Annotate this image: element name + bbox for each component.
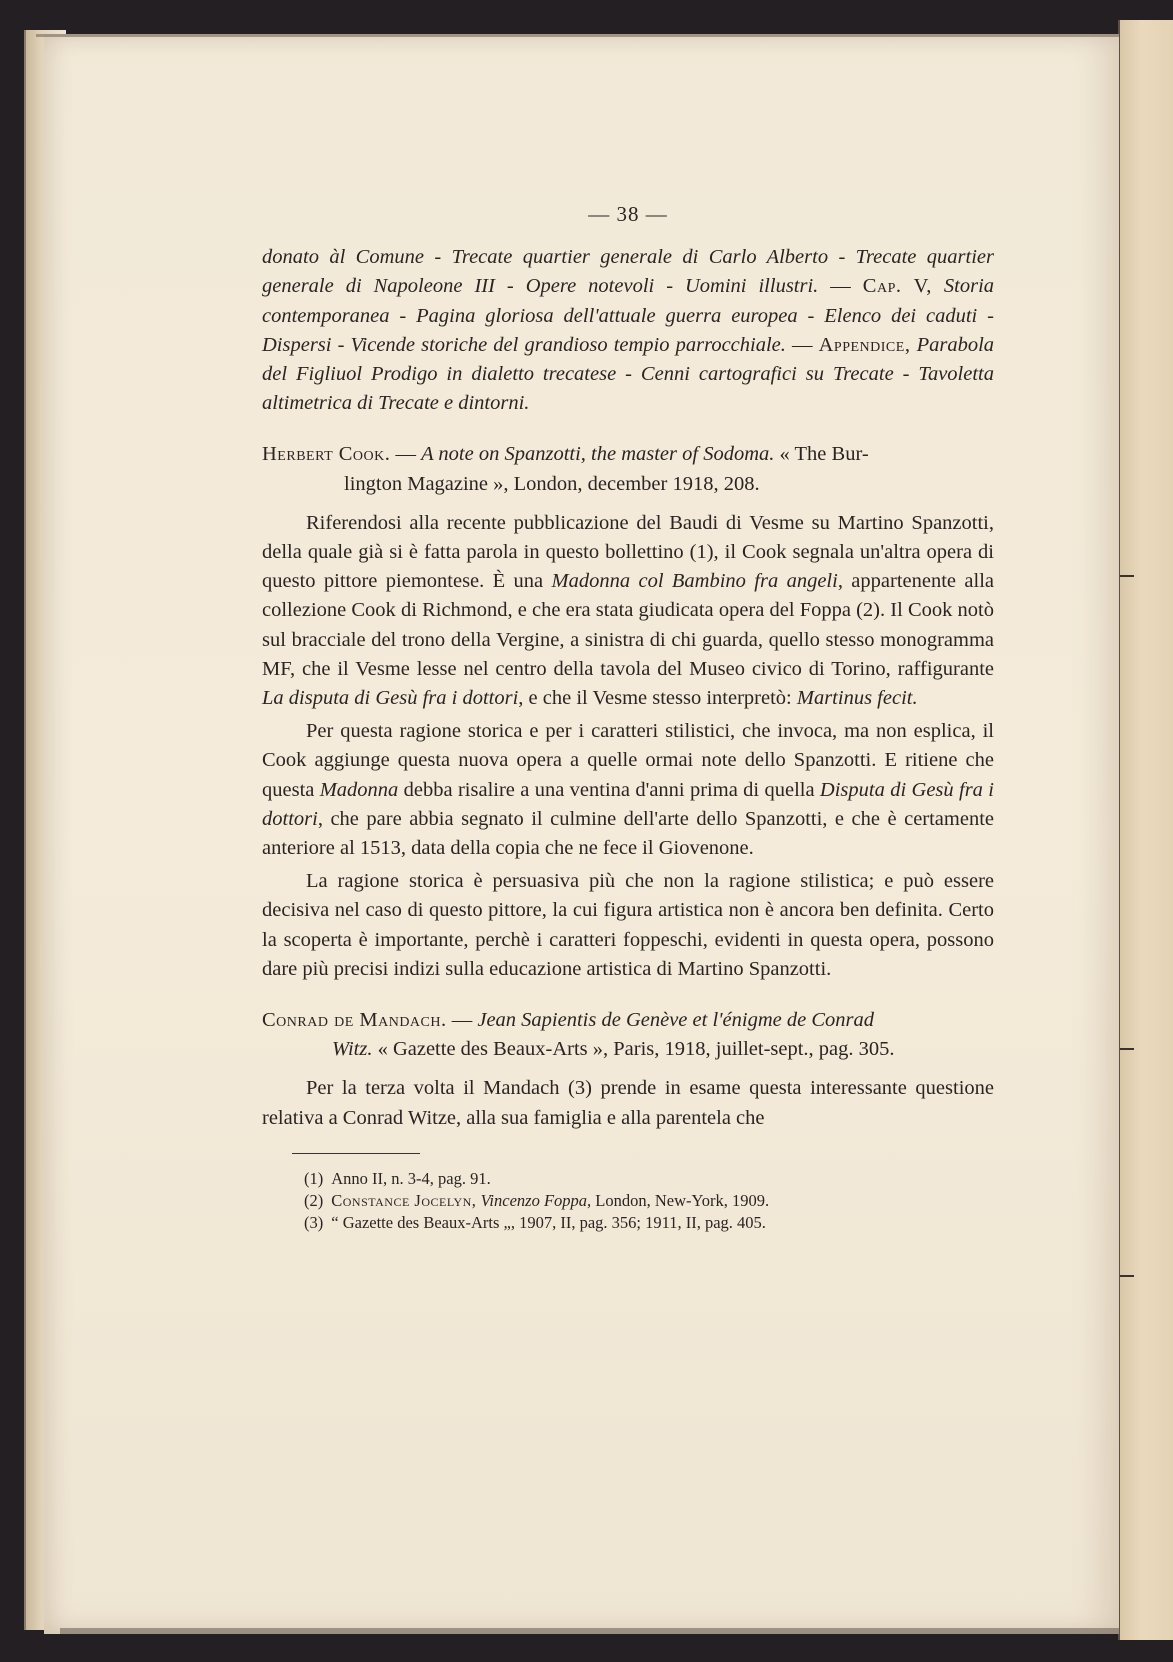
text-run: , che pare abbia segnato il culmine dell'arte dello Spanzotti, e che è certamente anteriore al 1513, data della copia che ne fece il Giovenone. — [262, 807, 994, 860]
page-top-border — [36, 34, 1119, 37]
toc-appendix-label: Appendice, — [818, 333, 911, 356]
toc-dash: — — [818, 275, 863, 298]
footnote — [304, 1212, 994, 1234]
footnote-author: Constance Jocelyn, — [331, 1190, 477, 1210]
footnote-text: Anno II, n. 3-4, pag. 91. — [331, 1168, 491, 1188]
signature-quote: Martinus fecit. — [796, 687, 918, 710]
footnote-text: “ Gazette des Beaux-Arts „, 1907, II, pag. 356; 1911, II, pag. 405. — [331, 1212, 766, 1232]
toc-text: Storia contemporanea - Pagina gloriosa dell'attuale guerra europea - Elenco dei caduti - Dispersi - Vicende storiche del grandioso tempio parrocchiale. — [262, 275, 995, 356]
leaf-mark — [1120, 1048, 1134, 1050]
artwork-title: Madonna — [319, 778, 399, 801]
footnote-text: London, New-York, 1909. — [591, 1190, 770, 1210]
entry-heading-mandach — [262, 1006, 994, 1064]
artwork-title: Disputa di Gesù fra i dottori — [262, 778, 994, 830]
text-run: , appartenente alla collezione Cook di Richmond, e che era stata giudicata opera del Foppa (2). Il Cook notò sul bracciale del trono della Vergine, a sinistra di chi guarda, quello stesso monogramma MF, che il Vesme lesse nel centro della tavola del Museo civico di Torino, raffigurante — [262, 570, 994, 680]
leaf-mark — [1120, 1275, 1134, 1277]
leaf-mark — [1120, 575, 1134, 577]
text-run: debba risalire a una ventina d'anni prima di quella — [398, 778, 820, 801]
entry-title: A note on Spanzotti, the master of Sodoma. — [421, 443, 775, 466]
entry-author: Herbert Cook. — [262, 443, 391, 466]
body-paragraph — [262, 717, 994, 863]
entry-source: « Gazette des Beaux-Arts », Paris, 1918, juillet-sept., pag. 305. — [372, 1038, 895, 1061]
artwork-title: Madonna col Bambino fra angeli — [551, 570, 838, 593]
text-run: Per questa ragione storica e per i caratteri stilistici, che invoca, ma non esplica, il Cook aggiunge questa nuova opera a quelle ormai note dello Spanzotti. E ritiene che questa — [262, 720, 994, 801]
toc-text: Parabola del Figliuol Prodigo in dialetto trecatese - Cenni cartografici su Trecate - Tavoletta altimetrica di Trecate e dintorni. — [262, 333, 995, 415]
footnotes — [262, 1168, 994, 1234]
page-content — [262, 200, 994, 1234]
entry-dash: — — [446, 1009, 478, 1032]
footnote-number: (1) — [304, 1168, 324, 1188]
entry-title-end: Witz. — [332, 1038, 373, 1061]
toc-chapter-label: Cap. V, — [862, 275, 932, 298]
right-page-leaf — [1118, 20, 1173, 1640]
text-run: Riferendosi alla recente pubblicazione del Baudi di Vesme su Martino Spanzotti, della quale già si è fatta parola in questo bollettino (1), il Cook segnala un'altra opera di questo pittore piemontese. È una — [262, 511, 994, 593]
text-run: La ragione storica è persuasiva più che non la ragione stilistica; e può essere decisiva nel caso di questo pittore, la cui figura artistica non è ancora ben definita. Certo la scoperta è importante, perchè i caratteri foppeschi, evidenti in questa opera, possono dare più precisi indizi sulla educazione artistica di Martino Spanzotti. — [262, 870, 994, 980]
entry-source-continued: lington Magazine », London, december 1918, 208. — [344, 472, 760, 495]
footnote-title: Vincenzo Foppa, — [480, 1190, 592, 1210]
footnote-number: (3) — [304, 1212, 324, 1232]
footnote — [304, 1190, 994, 1212]
entry-title: Jean Sapientis de Genève et l'énigme de Conrad — [477, 1009, 874, 1032]
entry-heading-cook — [262, 440, 994, 498]
footnote-rule — [292, 1153, 420, 1154]
entry-author: Conrad de Mandach. — [262, 1009, 447, 1032]
entry-source: « The Bur- — [774, 443, 869, 466]
body-paragraph — [262, 867, 994, 984]
artwork-title: La disputa di Gesù fra i dottori — [262, 687, 519, 710]
entry-title-continued — [262, 1035, 994, 1064]
text-run: , e che il Vesme stesso interpretò: — [518, 687, 797, 710]
entry-dash: — — [390, 443, 422, 466]
toc-text: donato àl Comune - Trecate quartier generale di Carlo Alberto - Trecate quartier generale di Napoleone III - Opere notevoli - Uomini illustri. — [262, 246, 994, 298]
body-paragraph — [262, 509, 994, 713]
toc-continuation — [262, 243, 994, 418]
toc-dash: — — [785, 333, 819, 356]
footnote — [304, 1168, 994, 1190]
page-bottom-border — [60, 1628, 1120, 1634]
body-paragraph: Per la terza volta il Mandach (3) prende in esame questa interessante questione relativa a Conrad Witze, alla sua famiglia e alla parentela che — [262, 1077, 994, 1129]
footnote-number: (2) — [304, 1190, 324, 1210]
page-number: — 38 — — [588, 202, 668, 226]
